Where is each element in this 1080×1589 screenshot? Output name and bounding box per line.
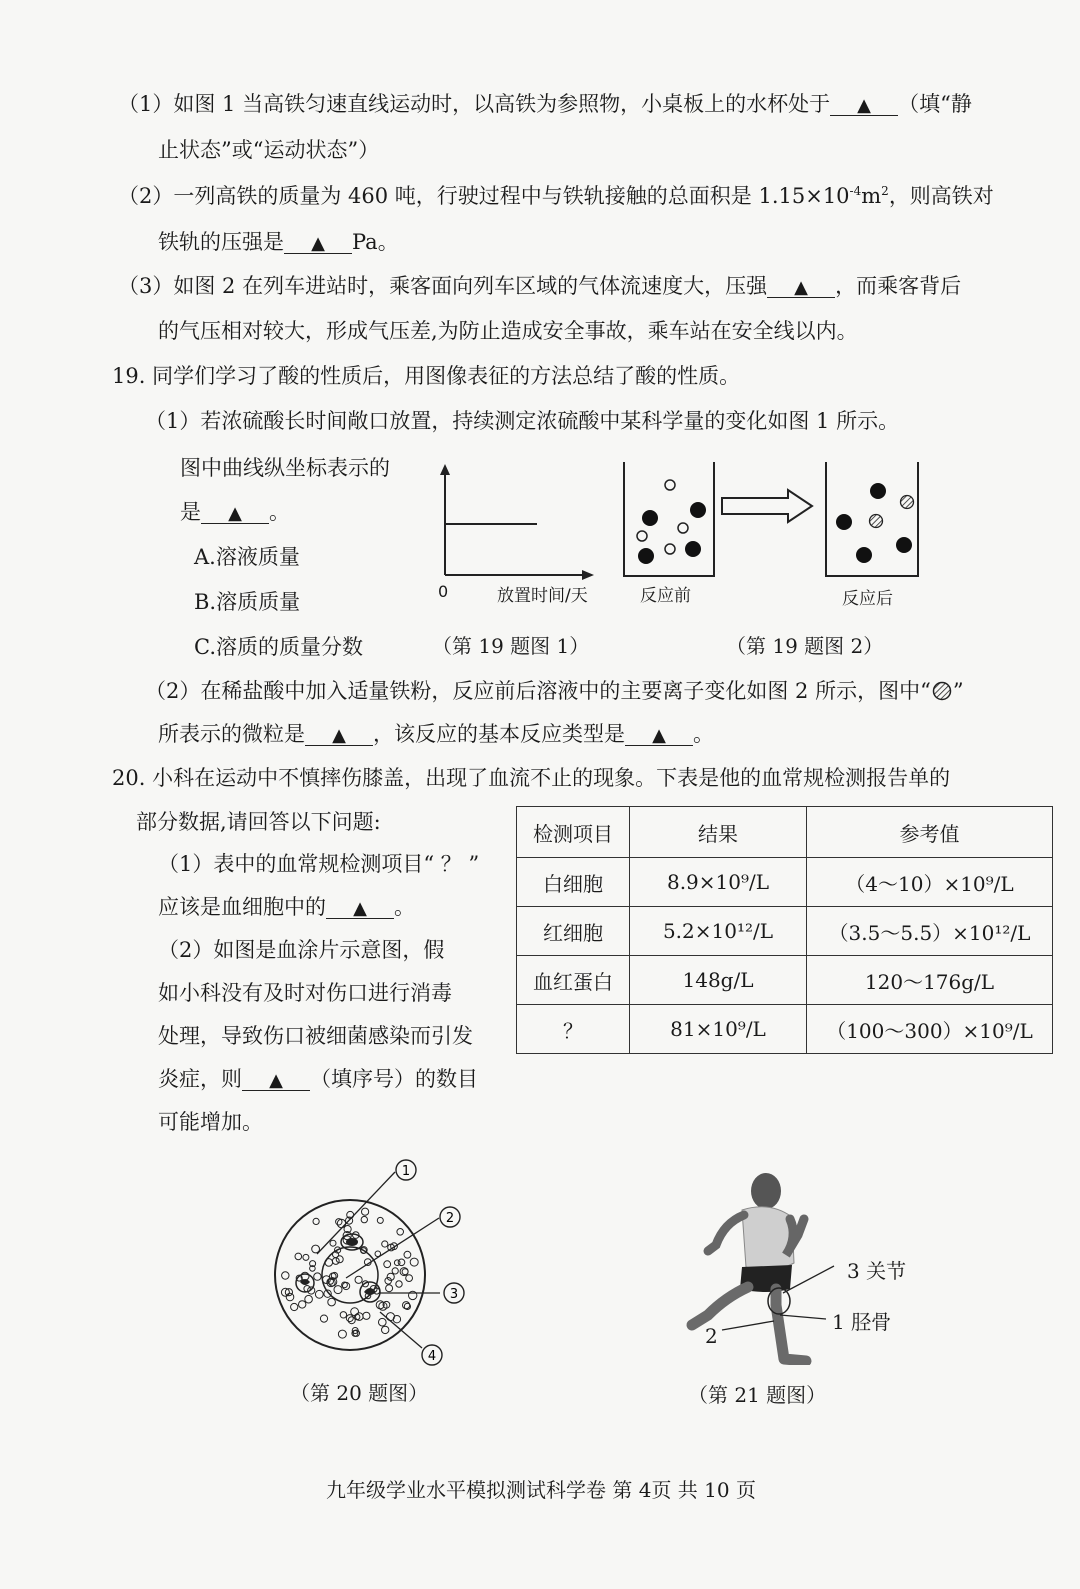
large-particle: [690, 502, 706, 518]
red-blood-cell: [363, 1312, 370, 1319]
red-blood-cell: [328, 1298, 336, 1306]
table-cell: 148g/L: [630, 956, 807, 1005]
answer-blank[interactable]: ▲: [326, 897, 394, 919]
pointer-2: [722, 1321, 774, 1330]
table-row: [517, 1005, 1053, 1054]
option-a: A.溶液质量: [194, 545, 300, 569]
runner-shirt: [742, 1207, 794, 1270]
q20-part2-line1: （2）如图是血涂片示意图，假: [158, 938, 445, 962]
table-cell: （100～300）×10⁹/L: [807, 1005, 1053, 1054]
red-blood-cell: [362, 1208, 369, 1215]
q19-part1-line3: 是 ▲ 。: [180, 500, 290, 524]
q20-part2-line2: 如小科没有及时对伤口进行消毒: [158, 981, 452, 1005]
large-particle: [836, 514, 852, 530]
answer-blank[interactable]: ▲: [830, 94, 898, 116]
table-cell: 120～176g/L: [807, 956, 1053, 1005]
red-blood-cell: [314, 1273, 321, 1280]
red-blood-cell: [410, 1258, 418, 1266]
table-cell: 白细胞: [517, 858, 630, 907]
red-blood-cell: [355, 1276, 362, 1283]
fig19-2-after-label: 反应后: [842, 589, 893, 609]
red-blood-cell: [404, 1251, 411, 1258]
red-blood-cell: [406, 1275, 413, 1282]
red-blood-cell: [343, 1282, 350, 1289]
red-blood-cell: [286, 1293, 294, 1301]
q18-part1-line2: 止状态”或“运动状态”）: [158, 138, 380, 162]
fig20-caption: （第 20 题图）: [290, 1381, 429, 1405]
q20-stem-line2: 部分数据,请回答以下问题:: [136, 810, 381, 834]
red-blood-cell: [377, 1217, 383, 1223]
q20-part1-line2: 应该是血细胞中的 ▲ 。: [158, 895, 415, 919]
svg-text:1: 1: [401, 1164, 411, 1179]
blood-smear-figure: [262, 1150, 482, 1375]
q20-part2-line3: 处理，导致伤口被细菌感染而引发: [158, 1024, 473, 1048]
answer-blank[interactable]: ▲: [305, 724, 373, 746]
table-cell: 血红蛋白: [517, 956, 630, 1005]
answer-blank[interactable]: ▲: [201, 502, 269, 524]
reaction-arrow-icon: [722, 490, 812, 522]
red-blood-cell: [361, 1216, 367, 1222]
red-blood-cell: [295, 1253, 302, 1260]
fig19-2-before-label: 反应前: [640, 586, 691, 606]
table-header-cell: 检测项目: [517, 807, 630, 858]
beaker-before: [624, 462, 714, 576]
fig19-1-caption: （第 19 题图 1）: [432, 634, 590, 658]
fig21-caption: （第 21 题图）: [688, 1383, 827, 1407]
red-blood-cell: [334, 1286, 342, 1294]
q20-part2-line5: 可能增加。: [158, 1110, 263, 1134]
fig19-1-xlabel: 放置时间/天: [497, 586, 588, 606]
hatched-particle: [901, 496, 914, 509]
q19-part1-line2: 图中曲线纵坐标表示的: [180, 456, 390, 480]
pointer-line-4: [380, 1312, 422, 1348]
answer-blank[interactable]: ▲: [625, 724, 693, 746]
table-cell: （4～10）×10⁹/L: [807, 858, 1053, 907]
red-blood-cell: [315, 1290, 323, 1298]
large-particle: [856, 547, 872, 563]
label-circle-3: [444, 1283, 464, 1303]
q18-part1-line1: （1）如图 1 当高铁匀速直线运动时，以高铁为参照物，小桌板上的水杯处于 ▲ （填“静: [118, 92, 972, 116]
red-blood-cell: [403, 1302, 410, 1309]
option-c: C.溶质的质量分数: [194, 635, 363, 659]
table-row: [517, 956, 1053, 1005]
table-row: [517, 907, 1053, 956]
red-blood-cell: [384, 1261, 391, 1268]
blood-test-table: [516, 806, 1053, 1054]
table-header-row: [517, 807, 1053, 858]
red-blood-cell: [396, 1281, 402, 1287]
red-blood-cell: [386, 1285, 393, 1292]
option-b: B.溶质质量: [194, 590, 301, 614]
red-blood-cell: [303, 1254, 309, 1260]
hatched-particle-icon: [931, 680, 953, 702]
q20-stem-line1: 20. 小科在运动中不慎摔伤膝盖，出现了血流不止的现象。下表是他的血常规检测报告单的: [112, 766, 951, 790]
page-footer: 九年级学业水平模拟测试科学卷 第 4页 共 10 页: [326, 1478, 756, 1502]
q20-part2-line4: 炎症，则 ▲ （填序号）的数目: [158, 1067, 478, 1091]
runner-leg-front: [776, 1289, 806, 1361]
table-cell: ？: [517, 1005, 630, 1054]
runner-arm-front: [786, 1219, 804, 1255]
fig19-2-beakers: [610, 458, 930, 583]
table-cell: 81×10⁹/L: [630, 1005, 807, 1054]
red-blood-cell: [330, 1240, 336, 1246]
hatched-particle: [870, 515, 883, 528]
q20-part1-line1: （1）表中的血常规检测项目“ ？ ”: [158, 852, 480, 876]
small-particle: [665, 544, 675, 554]
red-blood-cell: [402, 1269, 408, 1275]
q19-stem: 19. 同学们学习了酸的性质后，用图像表征的方法总结了酸的性质。: [112, 364, 741, 388]
small-particle: [665, 480, 675, 490]
label-tibia: 1 胫骨: [832, 1310, 892, 1334]
runner-head: [751, 1173, 781, 1209]
fig19-2-caption: （第 19 题图 2）: [726, 634, 884, 658]
q18-part2-line2: 铁轨的压强是 ▲ Pa。: [158, 230, 399, 254]
answer-blank[interactable]: ▲: [767, 276, 835, 298]
runner-arm-back: [708, 1215, 744, 1251]
red-blood-cell: [313, 1218, 319, 1224]
fig19-1-graph: [430, 460, 600, 585]
svg-text:2: 2: [445, 1211, 455, 1226]
table-header-cell: 参考值: [807, 807, 1053, 858]
large-particle: [896, 537, 912, 553]
large-particle: [638, 548, 654, 564]
red-blood-cell: [291, 1303, 298, 1310]
table-cell: 红细胞: [517, 907, 630, 956]
label-circle-1: [396, 1160, 416, 1180]
svg-text:4: 4: [427, 1349, 437, 1364]
small-particle: [637, 531, 647, 541]
y-axis-arrow-icon: [440, 464, 450, 475]
red-blood-cell: [346, 1315, 353, 1322]
label-circle-4: [422, 1345, 442, 1365]
runner-leg-back: [692, 1287, 748, 1325]
answer-blank[interactable]: ▲: [242, 1069, 310, 1091]
red-blood-cell: [379, 1318, 387, 1326]
table-row: [517, 858, 1053, 907]
svg-text:3: 3: [449, 1287, 459, 1302]
red-blood-cell: [340, 1312, 346, 1318]
label-joint: 3 关节: [847, 1259, 907, 1283]
pointer-tibia: [780, 1315, 826, 1319]
q19-part2-line1: （2）在稀盐酸中加入适量铁粉，反应前后溶液中的主要离子变化如图 2 所示，图中“ ”: [145, 679, 964, 703]
label-circle-2: [440, 1207, 460, 1227]
q18-part3-line1: （3）如图 2 在列车进站时，乘客面向列车区域的气体流速度大，压强 ▲ ，而乘客背后: [118, 274, 962, 298]
label-2: 2: [705, 1324, 718, 1348]
fig19-1-origin: 0: [438, 582, 449, 601]
large-particle: [870, 483, 886, 499]
table-cell: （3.5～5.5）×10¹²/L: [807, 907, 1053, 956]
q18-part3-line2: 的气压相对较大，形成气压差,为防止造成安全事故，乘车站在安全线以内。: [158, 319, 858, 343]
large-particle: [642, 510, 658, 526]
q19-part1: （1）若浓硫酸长时间敞口放置，持续测定浓硫酸中某科学量的变化如图 1 所示。: [145, 409, 900, 433]
red-blood-cell: [392, 1268, 398, 1274]
q18-part2-line1: （2）一列高铁的质量为 460 吨，行驶过程中与铁轨接触的总面积是 $1.15\times 10^{-4}m^2$，则高铁对: [118, 184, 994, 208]
small-particle: [678, 523, 688, 533]
answer-blank[interactable]: ▲: [284, 232, 352, 254]
red-blood-cell: [299, 1301, 306, 1308]
table-cell: 8.9×10⁹/L: [630, 858, 807, 907]
red-blood-cell: [305, 1295, 313, 1303]
table-cell: 5.2×10¹²/L: [630, 907, 807, 956]
x-axis-arrow-icon: [582, 570, 594, 580]
red-blood-cell: [338, 1330, 346, 1338]
table-header-cell: 结果: [630, 807, 807, 858]
red-blood-cell: [282, 1272, 289, 1279]
red-blood-cell: [397, 1229, 404, 1236]
red-blood-cell: [382, 1326, 389, 1333]
red-blood-cell: [320, 1315, 327, 1322]
q19-part2-line2: 所表示的微粒是 ▲ ，该反应的基本反应类型是 ▲ 。: [158, 722, 714, 746]
red-blood-cell: [382, 1241, 388, 1247]
red-blood-cell: [398, 1259, 405, 1266]
large-particle: [685, 541, 701, 557]
